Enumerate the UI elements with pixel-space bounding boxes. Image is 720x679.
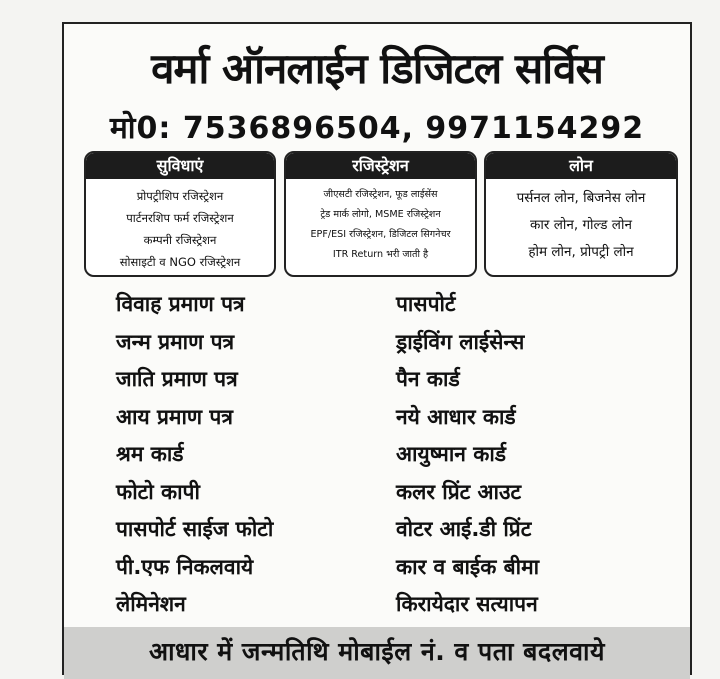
loan-box [484, 151, 678, 277]
service-item: किरायेदार सत्यापन [396, 592, 538, 616]
loan-item: कार लोन, गोल्ड लोन [530, 217, 632, 233]
service-item: जन्म प्रमाण पत्र [116, 329, 235, 354]
services-left-column [116, 286, 273, 624]
registration-item: ITR Return भरी जाती है [332, 249, 429, 260]
service-item: वोटर आई.डी प्रिंट [396, 517, 532, 541]
services-right-column [396, 286, 539, 624]
registration-box [284, 151, 477, 277]
facility-item: प्रोपट्रीशिप रजिस्ट्रेशन [136, 189, 224, 203]
registration-item: जीएसटी रजिस्ट्रेशन, फूड लाईसेंस [323, 189, 438, 200]
facility-item: पार्टनरशिप फर्म रजिस्ट्रेशन [126, 211, 234, 225]
aadhaar-update-banner: आधार में जन्मतिथि मोबाईल नं. व पता बदलवाये [64, 627, 690, 679]
service-item: पी.एफ निकलवाये [116, 554, 254, 579]
service-item: जाति प्रमाण पत्र [116, 367, 238, 391]
service-item: श्रम कार्ड [116, 442, 184, 466]
service-item: नये आधार कार्ड [396, 404, 516, 429]
phone-numbers: मो0: 7536896504, 9971154292 [109, 111, 645, 146]
service-item: लेमिनेशन [116, 592, 186, 616]
service-item: विवाह प्रमाण पत्र [116, 292, 245, 316]
registration-heading: रजिस्ट्रेशन [286, 153, 475, 179]
registration-item: EPF/ESI रजिस्ट्रेशन, डिजिटल सिगनेचर [310, 229, 451, 240]
service-item: आयुष्मान कार्ड [396, 442, 507, 466]
facility-item: सोसाइटी व NGO रजिस्ट्रेशन [119, 255, 241, 269]
service-item: ड्राईविंग लाईसेन्स [396, 329, 525, 354]
facility-item: कम्पनी रजिस्ट्रेशन [143, 233, 217, 247]
facilities-box [84, 151, 276, 277]
loan-heading: लोन [486, 153, 676, 179]
registration-item: ट्रेड मार्क लोगो, MSME रजिस्ट्रेशन [320, 209, 441, 220]
service-item: पैन कार्ड [396, 367, 460, 391]
service-item: फोटो कापी [116, 479, 200, 504]
loan-item: होम लोन, प्रोपट्री लोन [528, 244, 634, 260]
service-item: आय प्रमाण पत्र [116, 404, 233, 429]
loan-item: पर्सनल लोन, बिजनेस लोन [516, 190, 646, 206]
service-item: पासपोर्ट साईज फोटो [116, 517, 274, 541]
business-title: वर्मा ऑनलाईन डिजिटल सर्विस [151, 44, 603, 93]
service-item: पासपोर्ट [396, 292, 456, 316]
service-item: कलर प्रिंट आउट [396, 479, 522, 504]
facilities-heading: सुविधाएं [86, 153, 274, 179]
advertisement [62, 22, 692, 675]
service-item: कार व बाईक बीमा [396, 554, 540, 579]
